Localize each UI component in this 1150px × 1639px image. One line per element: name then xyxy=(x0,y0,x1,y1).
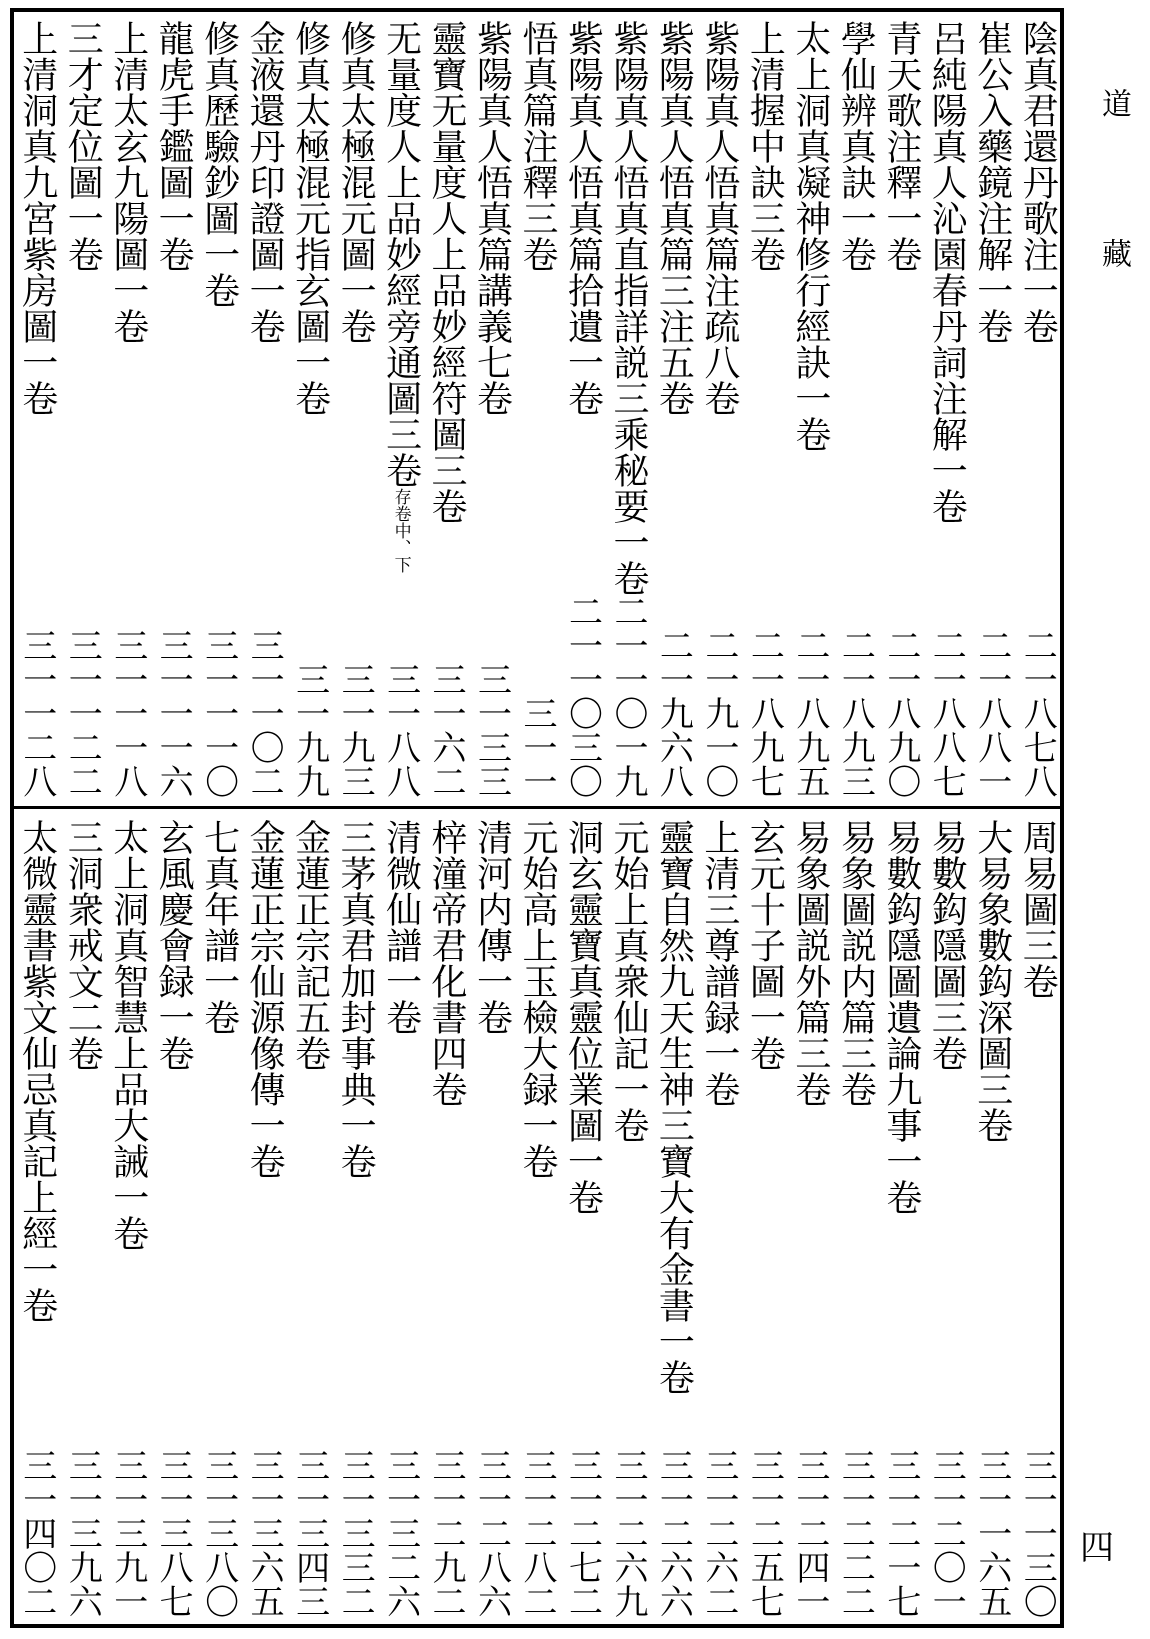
entry-page-reference: 三一一〇二 xyxy=(244,628,285,798)
entry-title xyxy=(879,819,923,1215)
entry-title xyxy=(1015,819,1059,999)
entry-title-text: 易象圖説内篇三卷 xyxy=(835,819,877,1107)
entry-title xyxy=(970,819,1014,1143)
entry-page-reference: 三一二六六 xyxy=(653,1448,694,1618)
catalog-entry xyxy=(197,811,241,1624)
catalog-entry xyxy=(470,12,514,804)
entry-title xyxy=(833,20,877,272)
entry-title-text: 太微靈書紫文仙忌真記上經一卷 xyxy=(16,819,58,1323)
entry-page-reference: 二一八八一 xyxy=(971,628,1012,798)
entry-page-reference: 三一一一〇 xyxy=(198,628,239,798)
entry-page-reference: 三一一一八 xyxy=(107,628,148,798)
entry-title xyxy=(151,819,195,1071)
entry-title xyxy=(242,819,286,1179)
entry-page-reference: 二一九六八 xyxy=(653,628,694,798)
catalog-entry xyxy=(697,12,741,804)
catalog-entry xyxy=(924,811,968,1624)
catalog-entry xyxy=(742,811,786,1624)
entry-title xyxy=(15,20,59,416)
entry-page-reference: 三一三三 xyxy=(471,662,512,798)
entry-page-reference: 二一一〇三〇 xyxy=(562,594,603,798)
catalog-entry xyxy=(333,811,377,1624)
entry-title-text: 易象圖説外篇三卷 xyxy=(789,819,831,1107)
catalog-entry xyxy=(833,811,877,1624)
entry-title-text: 清微仙譜一卷 xyxy=(380,819,422,1035)
entry-title-text: 玄風慶會録一卷 xyxy=(153,819,195,1071)
entry-page-reference: 二一八八七 xyxy=(926,628,967,798)
entry-page-reference: 三一二〇一 xyxy=(926,1448,967,1618)
catalog-entry xyxy=(60,811,104,1624)
entry-title xyxy=(515,20,559,272)
catalog-entry xyxy=(106,811,150,1624)
margin-title-char-1: 道 xyxy=(1096,88,1131,118)
entry-title-text: 大易象數鈎深圖三卷 xyxy=(971,819,1013,1143)
entry-page-reference: 三一三九六 xyxy=(62,1448,103,1618)
entry-title-text: 周易圖三卷 xyxy=(1017,819,1059,999)
entry-title-text: 上清三尊譜録一卷 xyxy=(698,819,740,1107)
catalog-entry xyxy=(924,12,968,804)
catalog-entry xyxy=(288,811,332,1624)
entry-page-reference: 三一六二 xyxy=(426,662,467,798)
entry-title xyxy=(151,20,195,272)
entry-title xyxy=(470,20,514,416)
entry-page-reference: 二一九一〇 xyxy=(698,628,739,798)
entry-title xyxy=(106,819,150,1251)
entry-title-text: 紫陽真人悟真篇拾遺一卷 xyxy=(562,20,604,416)
entry-title xyxy=(924,20,968,524)
entry-title-text: 紫陽真人悟真篇講義七卷 xyxy=(471,20,513,416)
catalog-entry xyxy=(15,12,59,804)
catalog-entry xyxy=(788,811,832,1624)
entry-title-text: 紫陽真人悟真篇三注五卷 xyxy=(653,20,695,416)
entry-title xyxy=(242,20,286,344)
top-catalog-section xyxy=(14,12,1060,804)
entry-page-reference: 三一二四一 xyxy=(789,1448,830,1618)
catalog-entry xyxy=(606,811,650,1624)
entry-title-text: 靈寶自然九天生神三寶大有金書一卷 xyxy=(653,819,695,1395)
catalog-entry xyxy=(879,811,923,1624)
entry-page-reference: 三一一二八 xyxy=(16,628,57,798)
entry-page-reference: 三一三六五 xyxy=(244,1448,285,1618)
entry-title-text: 易數鈎隱圖遺論九事一卷 xyxy=(880,819,922,1215)
entry-title xyxy=(651,20,695,416)
entry-title-text: 七真年譜一卷 xyxy=(198,819,240,1035)
entry-page-reference: 三一三二六 xyxy=(380,1448,421,1618)
entry-title-text: 清河内傳一卷 xyxy=(471,819,513,1035)
entry-title-text: 陰真君還丹歌注一卷 xyxy=(1017,20,1059,344)
catalog-entry xyxy=(106,12,150,804)
catalog-entry xyxy=(697,811,741,1624)
entry-page-reference: 三一八八 xyxy=(380,662,421,798)
entry-title xyxy=(106,20,150,344)
entry-page-reference: 三一二八六 xyxy=(471,1448,512,1618)
entry-title-text: 修真太極混元圖一卷 xyxy=(335,20,377,344)
entry-page-reference: 三一三八〇 xyxy=(198,1448,239,1618)
entry-title xyxy=(833,819,877,1107)
entry-title xyxy=(288,819,332,1071)
entry-page-reference: 二一一〇一九 xyxy=(607,594,648,798)
entry-title-text: 崔公入藥鏡注解一卷 xyxy=(971,20,1013,344)
entry-page-reference: 三一二五七 xyxy=(744,1448,785,1618)
entry-title xyxy=(697,819,741,1107)
catalog-entry xyxy=(470,811,514,1624)
catalog-entry xyxy=(151,12,195,804)
entry-page-reference: 三一二六二 xyxy=(698,1448,739,1618)
entry-title xyxy=(60,819,104,1071)
catalog-entry xyxy=(151,811,195,1624)
entry-page-reference: 二一八九三 xyxy=(835,628,876,798)
page-number: 四 xyxy=(1080,1528,1114,1568)
entry-page-reference: 三一四〇二 xyxy=(16,1448,57,1618)
catalog-entry xyxy=(742,12,786,804)
entry-page-reference: 三一三九一 xyxy=(107,1448,148,1618)
entry-title xyxy=(606,20,650,596)
entry-page-reference: 三一一二二 xyxy=(62,628,103,798)
catalog-entry xyxy=(560,12,604,804)
section-divider xyxy=(10,806,1064,809)
entry-page-reference: 三一一 xyxy=(517,696,557,798)
entry-title-text: 洞玄靈寶真靈位業圖一卷 xyxy=(562,819,604,1215)
entry-title-text: 上清握中訣三卷 xyxy=(744,20,786,272)
catalog-entry xyxy=(1015,12,1059,804)
entry-title xyxy=(560,819,604,1215)
entry-title-text: 金蓮正宗仙源像傳一卷 xyxy=(244,819,286,1179)
catalog-entry xyxy=(879,12,923,804)
entry-title-text: 修真歷驗鈔圖一卷 xyxy=(198,20,240,308)
catalog-entry xyxy=(515,811,559,1624)
catalog-entry xyxy=(606,12,650,804)
entry-title xyxy=(333,819,377,1179)
catalog-entry xyxy=(242,811,286,1624)
entry-title-text: 金蓮正宗記五卷 xyxy=(289,819,331,1071)
entry-title-text: 元始上真衆仙記一卷 xyxy=(607,819,649,1143)
entry-title-text: 金液還丹印證圖一卷 xyxy=(244,20,286,344)
catalog-entry xyxy=(970,12,1014,804)
entry-title-text: 呂純陽真人沁園春丹詞注解一卷 xyxy=(926,20,968,524)
entry-page-reference: 二一八九七 xyxy=(744,628,785,798)
entry-title-text: 修真太極混元指玄圖一卷 xyxy=(289,20,331,416)
entry-title-text: 无量度人上品妙經旁通圖三卷 xyxy=(380,20,422,488)
catalog-entry xyxy=(379,811,423,1624)
entry-page-reference: 三一二六九 xyxy=(607,1448,648,1618)
entry-title-text: 上清洞真九宮紫房圖一卷 xyxy=(16,20,58,416)
entry-title xyxy=(560,20,604,416)
entry-title xyxy=(651,819,695,1395)
entry-title-text: 紫陽真人悟真直指詳説三乘秘要一卷 xyxy=(607,20,649,596)
entry-title-text: 上清太玄九陽圖一卷 xyxy=(107,20,149,344)
catalog-entry xyxy=(788,12,832,804)
entry-title xyxy=(515,819,559,1179)
entry-title-text: 悟真篇注釋三卷 xyxy=(517,20,558,272)
entry-title-text: 龍虎手鑑圖一卷 xyxy=(153,20,195,272)
catalog-entry xyxy=(15,811,59,1624)
entry-title-text: 學仙辨真訣一卷 xyxy=(835,20,877,272)
catalog-entry xyxy=(833,12,877,804)
entry-page-reference: 三一三四三 xyxy=(289,1448,330,1618)
entry-title xyxy=(424,819,468,1107)
entry-title-text: 太上洞真凝神修行經訣一卷 xyxy=(789,20,831,452)
margin-title-char-2: 藏 xyxy=(1096,238,1131,268)
entry-page-reference: 二一八九五 xyxy=(789,628,830,798)
entry-page-reference: 三一三三二 xyxy=(335,1448,376,1618)
entry-title-text: 梓潼帝君化書四卷 xyxy=(426,819,468,1107)
catalog-entry xyxy=(197,12,241,804)
catalog-entry xyxy=(1015,811,1059,1624)
entry-title-text: 元始高上玉檢大録一卷 xyxy=(517,819,558,1179)
entry-title xyxy=(924,819,968,1071)
entry-title xyxy=(197,20,241,308)
entry-page-reference: 三一二八二 xyxy=(517,1448,557,1618)
catalog-entry xyxy=(60,12,104,804)
entry-title-text: 三才定位圖一卷 xyxy=(62,20,104,272)
entry-page-reference: 三一三八七 xyxy=(153,1448,194,1618)
entry-title xyxy=(197,819,241,1035)
entry-title xyxy=(788,819,832,1107)
entry-page-reference: 三一九三 xyxy=(335,662,376,798)
entry-title xyxy=(742,20,786,272)
entry-page-reference: 二一八九〇 xyxy=(880,628,921,798)
entry-title xyxy=(970,20,1014,344)
entry-page-reference: 三一一三〇 xyxy=(1017,1448,1058,1618)
entry-title xyxy=(288,20,332,416)
entry-title xyxy=(1015,20,1059,344)
catalog-entry xyxy=(424,811,468,1624)
entry-page-reference: 二一八七八 xyxy=(1017,628,1058,798)
entry-title xyxy=(742,819,786,1071)
catalog-entry xyxy=(560,811,604,1624)
entry-title xyxy=(697,20,741,416)
entry-page-reference: 三一一一六 xyxy=(153,628,194,798)
entry-title xyxy=(788,20,832,452)
entry-title xyxy=(15,819,59,1323)
entry-title xyxy=(333,20,377,344)
catalog-entry xyxy=(424,12,468,804)
entry-title-text: 三洞衆戒文二卷 xyxy=(62,819,104,1071)
entry-title xyxy=(879,20,923,272)
entry-page-reference: 三一一六五 xyxy=(971,1448,1012,1618)
entry-title xyxy=(424,20,468,524)
entry-title xyxy=(470,819,514,1035)
catalog-entry xyxy=(288,12,332,804)
catalog-entry xyxy=(515,12,559,804)
entry-title xyxy=(606,819,650,1143)
entry-page-reference: 三一二二二 xyxy=(835,1448,876,1618)
catalog-entry xyxy=(242,12,286,804)
entry-page-reference: 三一二七二 xyxy=(562,1448,603,1618)
entry-title xyxy=(379,819,423,1035)
entry-page-reference: 三一二九二 xyxy=(426,1448,467,1618)
entry-note: 存卷中、下 xyxy=(390,488,411,573)
catalog-entry xyxy=(651,811,695,1624)
entry-title xyxy=(379,20,423,573)
catalog-entry xyxy=(379,12,423,804)
bottom-catalog-section xyxy=(14,811,1060,1624)
entry-title-text: 青天歌注釋一卷 xyxy=(880,20,922,272)
entry-title-text: 玄元十子圖一卷 xyxy=(744,819,786,1071)
entry-title-text: 易數鈎隱圖三卷 xyxy=(926,819,968,1071)
catalog-entry xyxy=(651,12,695,804)
entry-title-text: 紫陽真人悟真篇注疏八卷 xyxy=(698,20,740,416)
entry-title-text: 三茅真君加封事典一卷 xyxy=(335,819,377,1179)
entry-title-text: 太上洞真智慧上品大誡一卷 xyxy=(107,819,149,1251)
entry-page-reference: 三一九九 xyxy=(289,662,330,798)
catalog-entry xyxy=(970,811,1014,1624)
catalog-entry xyxy=(333,12,377,804)
entry-page-reference: 三一二一七 xyxy=(880,1448,921,1618)
entry-title xyxy=(60,20,104,272)
entry-title-text: 靈寶无量度人上品妙經符圖三卷 xyxy=(426,20,468,524)
